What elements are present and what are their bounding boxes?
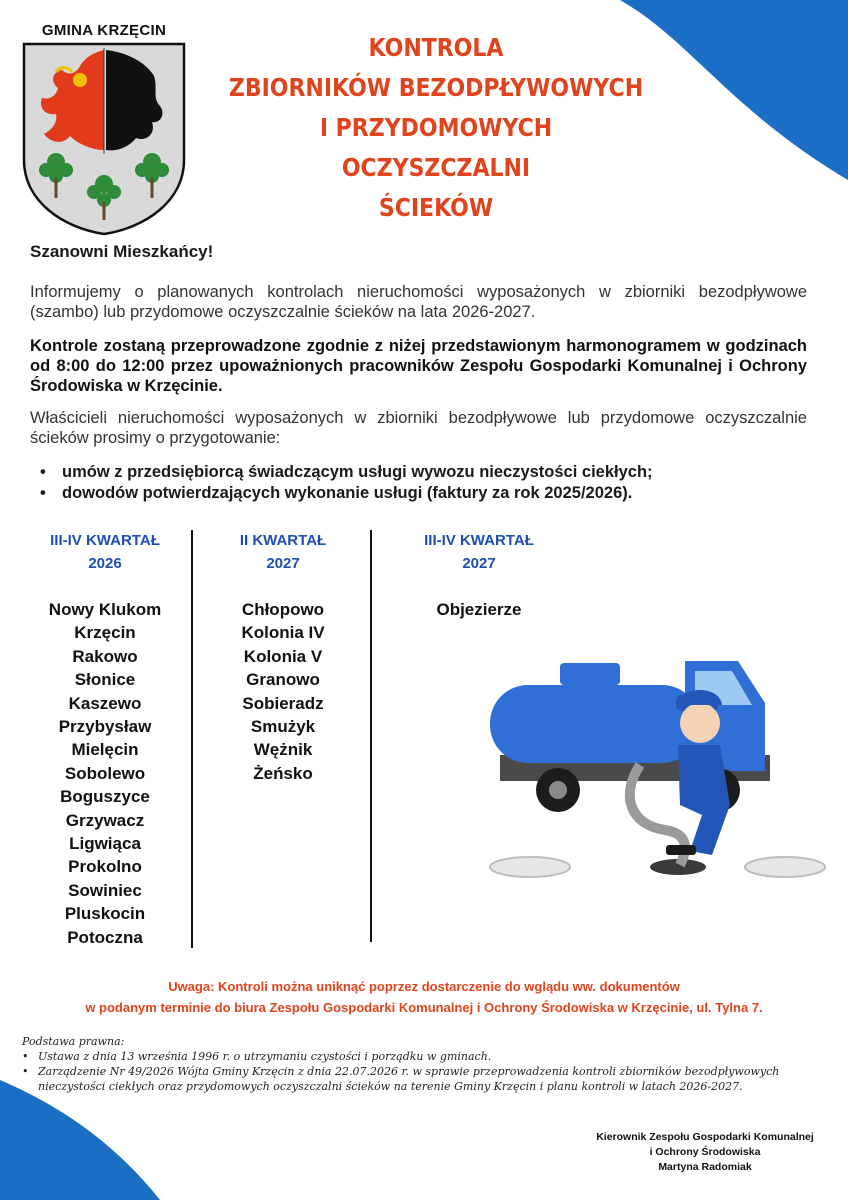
intro-paragraph: Informujemy o planowanych kontrolach nieruchomości wyposażonych w zbiorniki bezodpływowe (szambo) lub przydomowe oczyszczalnie ścieków na lata 2026-2027. bbox=[30, 283, 807, 321]
list-item: Kolonia V bbox=[243, 646, 323, 666]
notice-text bbox=[0, 976, 848, 1018]
list-item: Potoczna bbox=[67, 927, 143, 947]
signature-block bbox=[575, 1130, 835, 1175]
legal-item-text: Ustawa z dnia 13 września 1996 r. o utrzymaniu czystości i porządku w gminach. bbox=[38, 1050, 492, 1063]
period-label: II KWARTAŁ bbox=[239, 532, 327, 549]
list-item: Kaszewo bbox=[68, 693, 142, 713]
list-item: Grzywacz bbox=[65, 810, 145, 830]
places-list bbox=[200, 598, 366, 785]
list-item: Ligwiąca bbox=[69, 834, 141, 854]
title-line: I PRZYDOMOWYCH OCZYSZCZALNI bbox=[319, 113, 553, 182]
legal-item-text: Zarządzenie Nr 49/2026 Wójta Gminy Krzęcin z dnia 22.07.2026 r. w sprawie przeprowadzenia kontroli zbiorników bezodpływowych nieczystości ciekłych oraz przydomowych oczyszczalni ścieków na terenie Gminy Krzęcin i planu kontroli w latach 2026-2027. bbox=[38, 1065, 780, 1093]
legal-heading: Podstawa prawna: bbox=[22, 1035, 125, 1048]
list-item: Pluskocin bbox=[64, 904, 146, 924]
title-line: ZBIORNIKÓW BEZODPŁYWOWYCH bbox=[228, 73, 644, 102]
list-item: Mielęcin bbox=[71, 740, 139, 760]
list-item: Sobolewo bbox=[64, 763, 146, 783]
legal-basis bbox=[22, 1034, 832, 1094]
schedule-paragraph: Kontrole zostaną przeprowadzone zgodnie z niżej przedstawionym harmonogramem w godzinach od 8:00 do 12:00 przez upoważnionych pracowników Zespołu Gospodarki Komunalnej i Ochrony Środowiska w Krzęcinie. bbox=[30, 337, 807, 395]
list-item bbox=[40, 462, 820, 483]
page-title bbox=[225, 28, 647, 228]
year-label: 2027 bbox=[462, 555, 496, 572]
list-item: Granowo bbox=[246, 670, 320, 690]
list-item bbox=[40, 483, 820, 504]
schedule-column-header bbox=[380, 529, 578, 575]
signature-line: i Ochrony Środowiska bbox=[649, 1146, 761, 1158]
schedule-column-header bbox=[200, 529, 366, 575]
list-item: Objezierze bbox=[436, 600, 522, 619]
bullet-text: dowodów potwierdzających wykonanie usługi (faktury za rok 2025/2026). bbox=[62, 484, 633, 502]
list-item: Wężnik bbox=[253, 740, 313, 760]
bullet-icon: • bbox=[40, 463, 46, 481]
list-item: Kolonia IV bbox=[241, 623, 325, 643]
crest-title: GMINA KRZĘCIN bbox=[41, 22, 167, 39]
bullet-icon: • bbox=[22, 1050, 29, 1063]
notice-line: Uwaga: Kontroli można uniknąć poprzez dostarczenie do wglądu ww. dokumentów bbox=[168, 979, 680, 994]
bullet-text: umów z przedsiębiorcą świadczącym usługi wywozu nieczystości ciekłych; bbox=[62, 463, 653, 481]
greeting: Szanowni Mieszkańcy! bbox=[30, 242, 214, 261]
title-line: KONTROLA bbox=[368, 33, 504, 62]
list-item: Boguszyce bbox=[60, 787, 150, 807]
list-item: Nowy Klukom bbox=[48, 600, 162, 619]
list-item: Żeńsko bbox=[253, 763, 313, 783]
bullet-list bbox=[40, 462, 820, 504]
list-item: Chłopowo bbox=[241, 600, 325, 619]
notice-line: w podanym terminie do biura Zespołu Gospodarki Komunalnej i Ochrony Środowiska w Krzęcinie, ul. Tylna 7. bbox=[85, 1000, 763, 1015]
list-item: Prokolno bbox=[68, 857, 142, 877]
list-item: Rakowo bbox=[72, 646, 138, 666]
places-list bbox=[380, 598, 578, 621]
list-item: Krzęcin bbox=[74, 623, 136, 643]
septic-truck-illustration bbox=[480, 655, 830, 885]
year-label: 2027 bbox=[266, 555, 300, 572]
column-divider bbox=[191, 530, 193, 948]
list-item: Przybysław bbox=[58, 717, 152, 737]
list-item: Sowiniec bbox=[68, 880, 142, 900]
list-item: Smużyk bbox=[250, 717, 316, 737]
list-item bbox=[22, 1064, 832, 1094]
list-item bbox=[22, 1049, 832, 1064]
column-divider bbox=[370, 530, 372, 942]
schedule-column-header bbox=[20, 529, 190, 575]
list-item: Sobieradz bbox=[242, 693, 324, 713]
coat-of-arms-logo bbox=[22, 42, 186, 236]
title-line: ŚCIEKÓW bbox=[378, 193, 494, 222]
places-list bbox=[20, 598, 190, 949]
year-label: 2026 bbox=[88, 555, 122, 572]
bullet-icon: • bbox=[40, 484, 46, 502]
signature-line: Kierownik Zespołu Gospodarki Komunalnej bbox=[596, 1131, 814, 1143]
request-paragraph: Właścicieli nieruchomości wyposażonych w zbiorniki bezodpływowe lub przydomowe oczyszczalnie ścieków prosimy o przygotowanie: bbox=[30, 409, 807, 447]
bullet-icon: • bbox=[22, 1065, 29, 1078]
period-label: III-IV KWARTAŁ bbox=[424, 532, 534, 549]
signature-line: Martyna Radomiak bbox=[658, 1161, 752, 1173]
period-label: III-IV KWARTAŁ bbox=[50, 532, 160, 549]
list-item: Słonice bbox=[74, 670, 136, 690]
